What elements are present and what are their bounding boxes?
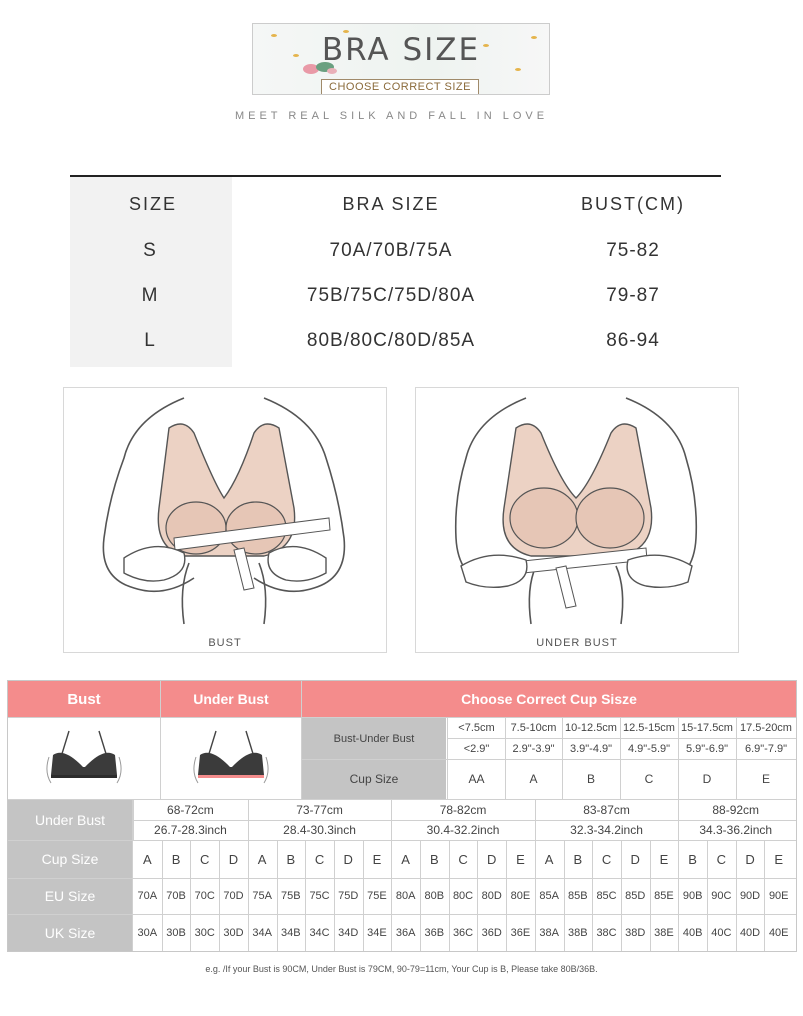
diff-cm: <7.5cm xyxy=(458,722,495,734)
bra-black-pink-band-icon xyxy=(186,727,276,791)
eu-size-cell: 70D xyxy=(223,890,244,902)
grid-vline xyxy=(305,840,306,951)
cup-cell: D xyxy=(228,851,239,867)
bra-size-cell: 75B/75C/75D/80A xyxy=(306,285,476,306)
bust-caption: BUST xyxy=(208,637,242,649)
cup-cell: C xyxy=(200,851,210,867)
bra-image-under-bust xyxy=(161,718,301,799)
banner xyxy=(252,23,550,95)
banner-title: BRA SIZE xyxy=(321,32,481,68)
tagline: MEET REAL SILK AND FALL IN LOVE xyxy=(234,110,549,122)
under-bust-inch: 34.3-36.2inch xyxy=(699,823,773,837)
grid-vline xyxy=(678,800,679,840)
row-label-under-bust: Under Bust xyxy=(8,800,132,840)
eu-size-cell: 80D xyxy=(481,890,502,902)
grid-vline xyxy=(133,800,134,840)
bra-size-cell: 80B/80C/80D/85A xyxy=(306,330,476,351)
cup-cell: A xyxy=(544,851,554,867)
row-label-eu-size: EU Size xyxy=(8,878,132,914)
diff-cm: 7.5-10cm xyxy=(510,722,557,734)
under-bust-header: Under Bust xyxy=(161,681,301,717)
cup-cell: A xyxy=(401,851,410,867)
grid-vline xyxy=(277,840,278,951)
diff-cm: 10-12.5cm xyxy=(565,722,617,734)
under-bust-measure-illustration xyxy=(415,387,739,653)
uk-size-cell: 38D xyxy=(625,926,646,939)
size-cell: S xyxy=(143,240,157,261)
eu-size-cell: 80E xyxy=(510,890,531,902)
cup-cell: A xyxy=(257,851,267,867)
eu-size-cell: 75A xyxy=(252,890,272,902)
cup-cell: A xyxy=(143,851,152,867)
cup-cell: E xyxy=(372,851,382,867)
bra-image-bust xyxy=(8,718,160,799)
grid-vline xyxy=(535,800,536,840)
eu-size-cell: 75B xyxy=(281,890,301,902)
eu-size-cell: 90B xyxy=(682,890,703,902)
cup-size-label: Cup Size xyxy=(302,759,446,799)
cup-letter: E xyxy=(761,772,770,786)
grid-vline xyxy=(707,840,708,951)
uk-size-cell: 38A xyxy=(539,926,559,939)
grid-vline xyxy=(505,718,506,799)
eu-size-cell: 75D xyxy=(338,890,359,902)
diff-cm: 12.5-15cm xyxy=(623,722,675,734)
cup-cell: E xyxy=(659,851,669,867)
grid-vline xyxy=(449,840,450,951)
uk-size-cell: 38B xyxy=(568,926,588,939)
banner-subtitle: CHOOSE CORRECT SIZE xyxy=(321,79,479,95)
bust-cell: 75-82 xyxy=(606,240,660,261)
uk-size-cell: 30B xyxy=(166,926,186,939)
grid-vline xyxy=(477,840,478,951)
uk-size-cell: 40E xyxy=(768,926,789,939)
cup-cell: D xyxy=(487,851,497,867)
uk-size-cell: 40C xyxy=(711,926,732,939)
eu-size-cell: 85C xyxy=(596,890,617,902)
diff-cm: 15-17.5cm xyxy=(681,722,733,734)
uk-size-cell: 36B xyxy=(424,926,445,939)
uk-size-cell: 30A xyxy=(137,926,158,939)
grid-vline xyxy=(620,718,621,799)
uk-size-cell: 38E xyxy=(654,926,674,939)
bust-cell: 86-94 xyxy=(606,330,660,351)
eu-size-cell: 80A xyxy=(395,890,416,902)
size-cell: L xyxy=(144,330,156,351)
grid-vline xyxy=(764,840,765,951)
grid-hline xyxy=(133,820,796,821)
eu-size-cell: 85A xyxy=(539,890,559,902)
cup-cell: D xyxy=(343,851,353,867)
cup-letter: B xyxy=(586,772,595,786)
uk-size-cell: 36A xyxy=(395,926,416,939)
row-label-uk-size: UK Size xyxy=(8,914,132,951)
cup-cell: B xyxy=(286,851,296,867)
grid-vline xyxy=(447,718,448,799)
uk-size-cell: 40D xyxy=(739,926,761,939)
cup-header: Choose Correct Cup Sisze xyxy=(302,681,796,717)
grid-vline xyxy=(420,840,421,951)
uk-size-cell: 34D xyxy=(338,926,359,939)
diff-cm: 17.5-20cm xyxy=(740,722,792,734)
uk-size-cell: 38C xyxy=(596,926,617,939)
grid-vline xyxy=(190,840,191,951)
grid-vline xyxy=(650,840,651,951)
cup-cell: B xyxy=(430,851,439,867)
eu-size-cell: 85E xyxy=(654,890,674,902)
uk-size-cell: 34E xyxy=(367,926,387,939)
bust-measure-illustration xyxy=(63,387,387,653)
diff-in: 4.9"-5.9" xyxy=(627,742,671,755)
cup-cell: D xyxy=(630,851,640,867)
under-bust-cm: 88-92cm xyxy=(712,803,760,817)
bust-header: Bust xyxy=(8,681,160,717)
diff-in: <2.9" xyxy=(463,742,490,755)
under-bust-inch: 32.3-34.2inch xyxy=(570,823,643,837)
under-bust-inch: 30.4-32.2inch xyxy=(426,823,500,837)
grid-vline xyxy=(162,840,163,951)
size-header: SIZE xyxy=(128,194,177,214)
uk-size-cell: 30D xyxy=(223,926,244,939)
bust-cell: 79-87 xyxy=(606,285,660,306)
grid-vline xyxy=(506,840,507,951)
eu-size-cell: 90D xyxy=(739,890,761,902)
cup-cell: C xyxy=(314,851,325,867)
cup-letter: D xyxy=(702,772,712,786)
uk-size-cell: 34A xyxy=(252,926,272,939)
bust-measure-figure xyxy=(64,388,386,628)
cup-cell: C xyxy=(716,851,727,867)
uk-size-cell: 36D xyxy=(481,926,502,939)
eu-size-cell: 75E xyxy=(367,890,387,902)
cup-letter: C xyxy=(644,772,654,786)
grid-vline xyxy=(248,840,249,951)
grid-vline xyxy=(592,840,593,951)
bust-under-label: Bust-Under Bust xyxy=(302,718,446,759)
cup-cell: C xyxy=(601,851,612,867)
bra-size-cell: 70A/70B/75A xyxy=(329,240,453,261)
eu-size-cell: 75C xyxy=(309,890,330,902)
grid-vline xyxy=(678,718,679,799)
grid-vline xyxy=(736,840,737,951)
cup-cell: B xyxy=(171,851,181,867)
uk-size-cell: 34C xyxy=(309,926,330,939)
under-bust-cm: 78-82cm xyxy=(439,803,487,817)
grid-vline xyxy=(564,840,565,951)
under-bust-cm: 83-87cm xyxy=(583,803,630,817)
cup-size-chart xyxy=(7,680,797,952)
grid-vline xyxy=(160,681,161,799)
eu-size-cell: 85D xyxy=(625,890,646,902)
uk-size-cell: 36C xyxy=(452,926,474,939)
diff-in: 3.9"-4.9" xyxy=(569,742,613,755)
eu-size-cell: 80B xyxy=(424,890,445,902)
grid-vline xyxy=(301,681,302,799)
grid-vline xyxy=(535,840,536,951)
cup-letter: AA xyxy=(468,772,485,786)
eu-size-cell: 85B xyxy=(568,890,588,902)
row-label-cup-size: Cup Size xyxy=(8,840,132,878)
cup-cell: E xyxy=(774,851,784,867)
uk-size-cell: 36E xyxy=(510,926,531,939)
under-bust-measure-figure xyxy=(416,388,738,628)
grid-vline xyxy=(678,840,679,951)
grid-vline xyxy=(219,840,220,951)
uk-size-cell: 34B xyxy=(281,926,301,939)
example-note: e.g. /If your Bust is 90CM, Under Bust is 79CM, 90-79=11cm, Your Cup is B, Please take 80B/36B. xyxy=(205,964,598,974)
under-bust-inch: 26.7-28.3inch xyxy=(154,823,227,837)
under-bust-caption: UNDER BUST xyxy=(536,637,618,649)
cup-cell: B xyxy=(573,851,583,867)
eu-size-cell: 70C xyxy=(194,890,215,902)
grid-vline xyxy=(621,840,622,951)
uk-size-cell: 30C xyxy=(194,926,215,939)
grid-hline xyxy=(448,738,796,739)
cup-cell: E xyxy=(516,851,525,867)
eu-size-cell: 70A xyxy=(137,890,158,902)
grid-vline xyxy=(334,840,335,951)
grid-vline xyxy=(391,840,392,951)
grid-vline xyxy=(562,718,563,799)
under-bust-cm: 68-72cm xyxy=(167,803,214,817)
eu-size-cell: 70B xyxy=(166,890,186,902)
cup-cell: C xyxy=(458,851,468,867)
grid-vline xyxy=(736,718,737,799)
diff-in: 2.9"-3.9" xyxy=(512,742,555,755)
diff-in: 6.9"-7.9" xyxy=(744,742,788,755)
under-bust-inch: 28.4-30.3inch xyxy=(283,823,356,837)
grid-hline xyxy=(302,759,796,760)
uk-size-cell: 40B xyxy=(682,926,703,939)
cup-letter: A xyxy=(529,772,538,786)
under-bust-cm: 73-77cm xyxy=(296,803,343,817)
eu-size-cell: 80C xyxy=(452,890,474,902)
cup-cell: D xyxy=(745,851,755,867)
eu-size-cell: 90E xyxy=(768,890,789,902)
grid-vline xyxy=(391,800,392,840)
bra-black-icon xyxy=(39,727,129,791)
grid-vline xyxy=(248,800,249,840)
bust-header: BUST(CM) xyxy=(581,194,685,214)
eu-size-cell: 90C xyxy=(711,890,732,902)
bra-size-header: BRA SIZE xyxy=(342,194,440,214)
size-cell: M xyxy=(141,285,159,306)
measuring-tape-icon xyxy=(504,548,647,608)
grid-vline xyxy=(363,840,364,951)
cup-cell: B xyxy=(688,851,697,867)
diff-in: 5.9"-6.9" xyxy=(685,742,729,755)
